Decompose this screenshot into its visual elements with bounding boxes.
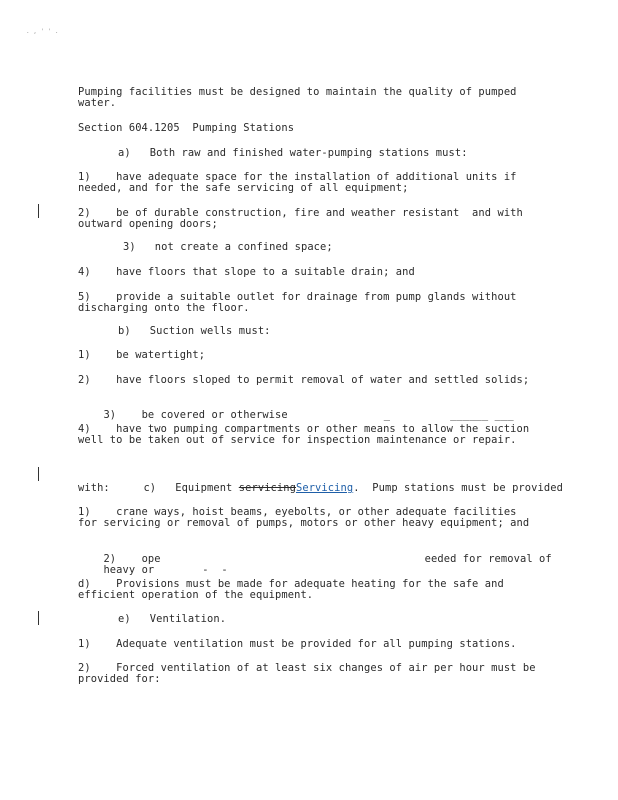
change-bar	[38, 204, 39, 218]
a-item-1-line-1: 1) have adequate space for the installation of additional units if	[78, 171, 517, 183]
a-item-4: 4) have floors that slope to a suitable drain; and	[78, 266, 415, 278]
subsection-d-line-1: d) Provisions must be made for adequate heating for the safe and	[78, 578, 504, 590]
change-bar	[38, 467, 39, 481]
a-item-5-line-2: discharging onto the floor.	[78, 302, 250, 314]
a-item-3: 3) not create a confined space;	[123, 241, 333, 253]
c-heading-suffix: . Pump stations must be provided	[353, 482, 563, 494]
c-item-2-right: eeded for removal of	[424, 553, 552, 565]
a-item-1-line-2: needed, and for the safe servicing of all equipment;	[78, 182, 409, 194]
b-item-2: 2) have floors sloped to permit removal of water and settled solids;	[78, 374, 530, 386]
subsection-d-line-2: efficient operation of the equipment.	[78, 589, 314, 601]
a-item-5-line-1: 5) provide a suitable outlet for drainage from pump glands without	[78, 291, 517, 303]
a-item-2-line-1: 2) be of durable construction, fire and weather resistant and with	[78, 207, 523, 219]
inserted-text[interactable]: Servicing	[295, 482, 354, 494]
c-item-1-line-1: 1) crane ways, hoist beams, eyebolts, or other adequate facilities	[78, 506, 517, 518]
section-title: Section 604.1205 Pumping Stations	[78, 122, 295, 134]
b-item-3-text: 3) be covered or otherwise	[103, 409, 288, 421]
b-item-3-fragment-2: ______ ___	[450, 409, 514, 421]
subsection-b-heading: b) Suction wells must:	[118, 325, 271, 337]
c-item-2-left: 2) ope	[103, 553, 161, 565]
e-item-2-line-1: 2) Forced ventilation of at least six changes of air per hour must be	[78, 662, 536, 674]
c-item-1-line-2: for servicing or removal of pumps, motors or other heavy equipment; and	[78, 517, 530, 529]
intro-line-2: water.	[78, 97, 117, 109]
c-item-2-fragment: - -	[202, 564, 228, 576]
e-item-1: 1) Adequate ventilation must be provided for all pumping stations.	[78, 638, 517, 650]
b-item-1: 1) be watertight;	[78, 349, 206, 361]
c-heading-prefix: c) Equipment	[143, 482, 239, 494]
e-item-2-line-2: provided for:	[78, 673, 161, 685]
b-item-4-line-1: 4) have two pumping compartments or other means to allow the suction	[78, 423, 530, 435]
b-item-4-line-2: well to be taken out of service for inspection maintenance or repair.	[78, 434, 517, 446]
change-bar	[38, 611, 39, 625]
deleted-text: servicing	[238, 482, 296, 494]
subsection-e-heading: e) Ventilation.	[118, 613, 227, 625]
b-item-3-fragment-1: _	[383, 409, 391, 421]
c-item-2-line-2-text: heavy or	[103, 564, 155, 576]
subsection-c-heading	[118, 472, 563, 505]
intro-line-1: Pumping facilities must be designed to maintain the quality of pumped	[78, 86, 517, 98]
scan-specks: . , ' ' .	[26, 28, 59, 35]
a-item-2-line-2: outward opening doors;	[78, 218, 218, 230]
subsection-a-heading: a) Both raw and finished water-pumping stations must:	[118, 147, 468, 159]
subsection-c-heading-line-2: with:	[78, 482, 110, 494]
